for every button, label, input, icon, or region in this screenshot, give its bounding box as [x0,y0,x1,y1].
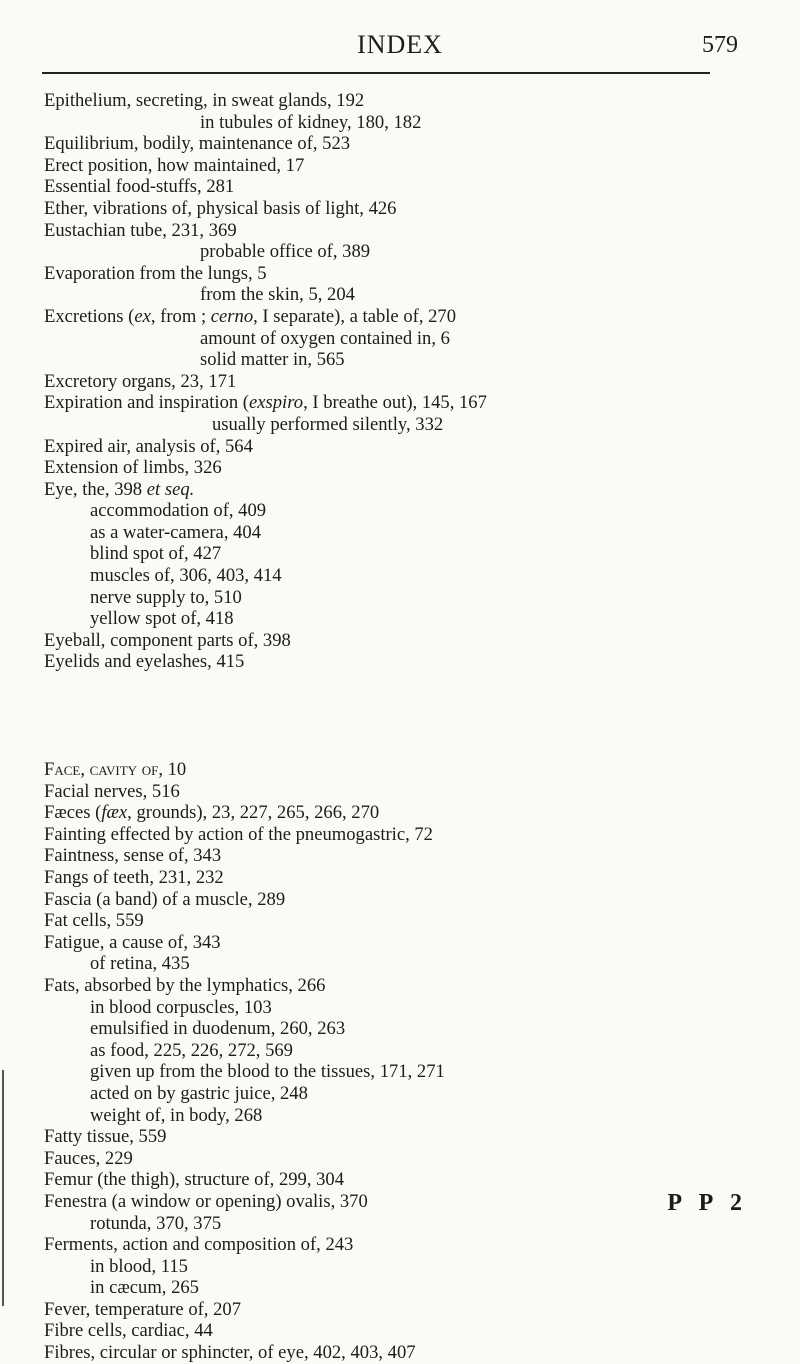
index-entry: Excretory organs, 23, 171 [44,370,237,392]
section-gap [44,673,744,759]
index-entry: Evaporation from the lungs, 5 [44,262,267,284]
index-entry: Expiration and inspiration (exspiro, I breathe out), 145, 167 [44,392,487,414]
index-entry: Extension of limbs, 326 [44,457,222,479]
index-entry: Ferments, action and composition of, 243 [44,1234,354,1256]
index-subentry: as a water-camera, 404 [90,521,262,543]
index-subentry: blind spot of, 427 [90,543,222,565]
index-entry: Eustachian tube, 231, 369 [44,219,237,241]
header-rule [42,72,710,74]
index-subentry: of retina, 435 [90,953,190,975]
index-subentry: nerve supply to, 510 [90,586,242,608]
index-list [44,90,744,1364]
page-header [0,30,800,60]
index-entry: Fæces (fæx, grounds), 23, 227, 265, 266, 270 [44,802,380,824]
index-entry: Faintness, sense of, 343 [44,845,222,867]
index-entry: Facial nerves, 516 [44,780,180,802]
index-entry: Fats, absorbed by the lymphatics, 266 [44,974,326,996]
index-entry: Fatigue, a cause of, 343 [44,931,221,953]
index-entry: Eyeball, component parts of, 398 [44,629,291,651]
index-subentry: given up from the blood to the tissues, 171, 271 [90,1061,445,1083]
index-entry: Fibres, circular or sphincter, of eye, 402, 403, 407 [44,1342,416,1364]
index-entry: Ether, vibrations of, physical basis of light, 426 [44,197,397,219]
index-subentry: in blood corpuscles, 103 [90,996,272,1018]
index-subentry: muscles of, 306, 403, 414 [90,565,282,587]
index-entry: Fainting effected by action of the pneumogastric, 72 [44,823,433,845]
index-subentry: accommodation of, 409 [90,500,267,522]
index-entry: Fibre cells, cardiac, 44 [44,1320,213,1342]
page-title: INDEX [357,30,443,59]
index-subentry: in tubules of kidney, 180, 182 [200,111,422,133]
index-entry: Fat cells, 559 [44,910,144,932]
index-entry: Face, cavity of, 10 [44,759,187,781]
index-subentry: probable office of, 389 [200,241,371,263]
index-subentry: amount of oxygen contained in, 6 [200,327,450,349]
index-entry: Fangs of teeth, 231, 232 [44,867,224,888]
index-subentry: weight of, in body, 268 [90,1104,263,1126]
index-subentry: as food, 225, 226, 272, 569 [90,1039,293,1061]
index-entry: Erect position, how maintained, 17 [44,154,305,176]
index-subentry: acted on by gastric juice, 248 [90,1082,308,1104]
index-subentry: usually performed silently, 332 [212,413,444,435]
index-entry: Epithelium, secreting, in sweat glands, 192 [44,90,365,111]
index-subentry: solid matter in, 565 [200,349,345,371]
index-subentry: rotunda, 370, 375 [90,1212,222,1234]
index-entry: Expired air, analysis of, 564 [44,435,253,457]
index-subentry: from the skin, 5, 204 [200,284,355,306]
index-entry: Fenestra (a window or opening) ovalis, 370 [44,1190,368,1212]
index-subentry: in cæcum, 265 [90,1277,199,1299]
page-number: 579 [702,32,738,58]
index-entry: Eye, the, 398 et seq. [44,478,195,500]
index-entry: Femur (the thigh), structure of, 299, 304 [44,1169,345,1191]
index-entry: Essential food-stuffs, 281 [44,176,235,198]
index-subentry: in blood, 115 [90,1255,188,1277]
index-entry: Equilibrium, bodily, maintenance of, 523 [44,133,351,155]
signature-mark: P P 2 [667,1190,748,1216]
index-subentry: emulsified in duodenum, 260, 263 [90,1018,346,1040]
index-subentry: yellow spot of, 418 [90,608,234,630]
index-entry: Fatty tissue, 559 [44,1126,167,1148]
index-entry: Excretions (ex, from ; cerno, I separate), a table of, 270 [44,305,457,327]
index-entry: Fever, temperature of, 207 [44,1298,241,1320]
binding-edge [2,1070,4,1306]
index-entry: Fauces, 229 [44,1147,133,1169]
index-entry: Eyelids and eyelashes, 415 [44,651,245,673]
index-entry: Fascia (a band) of a muscle, 289 [44,888,286,910]
